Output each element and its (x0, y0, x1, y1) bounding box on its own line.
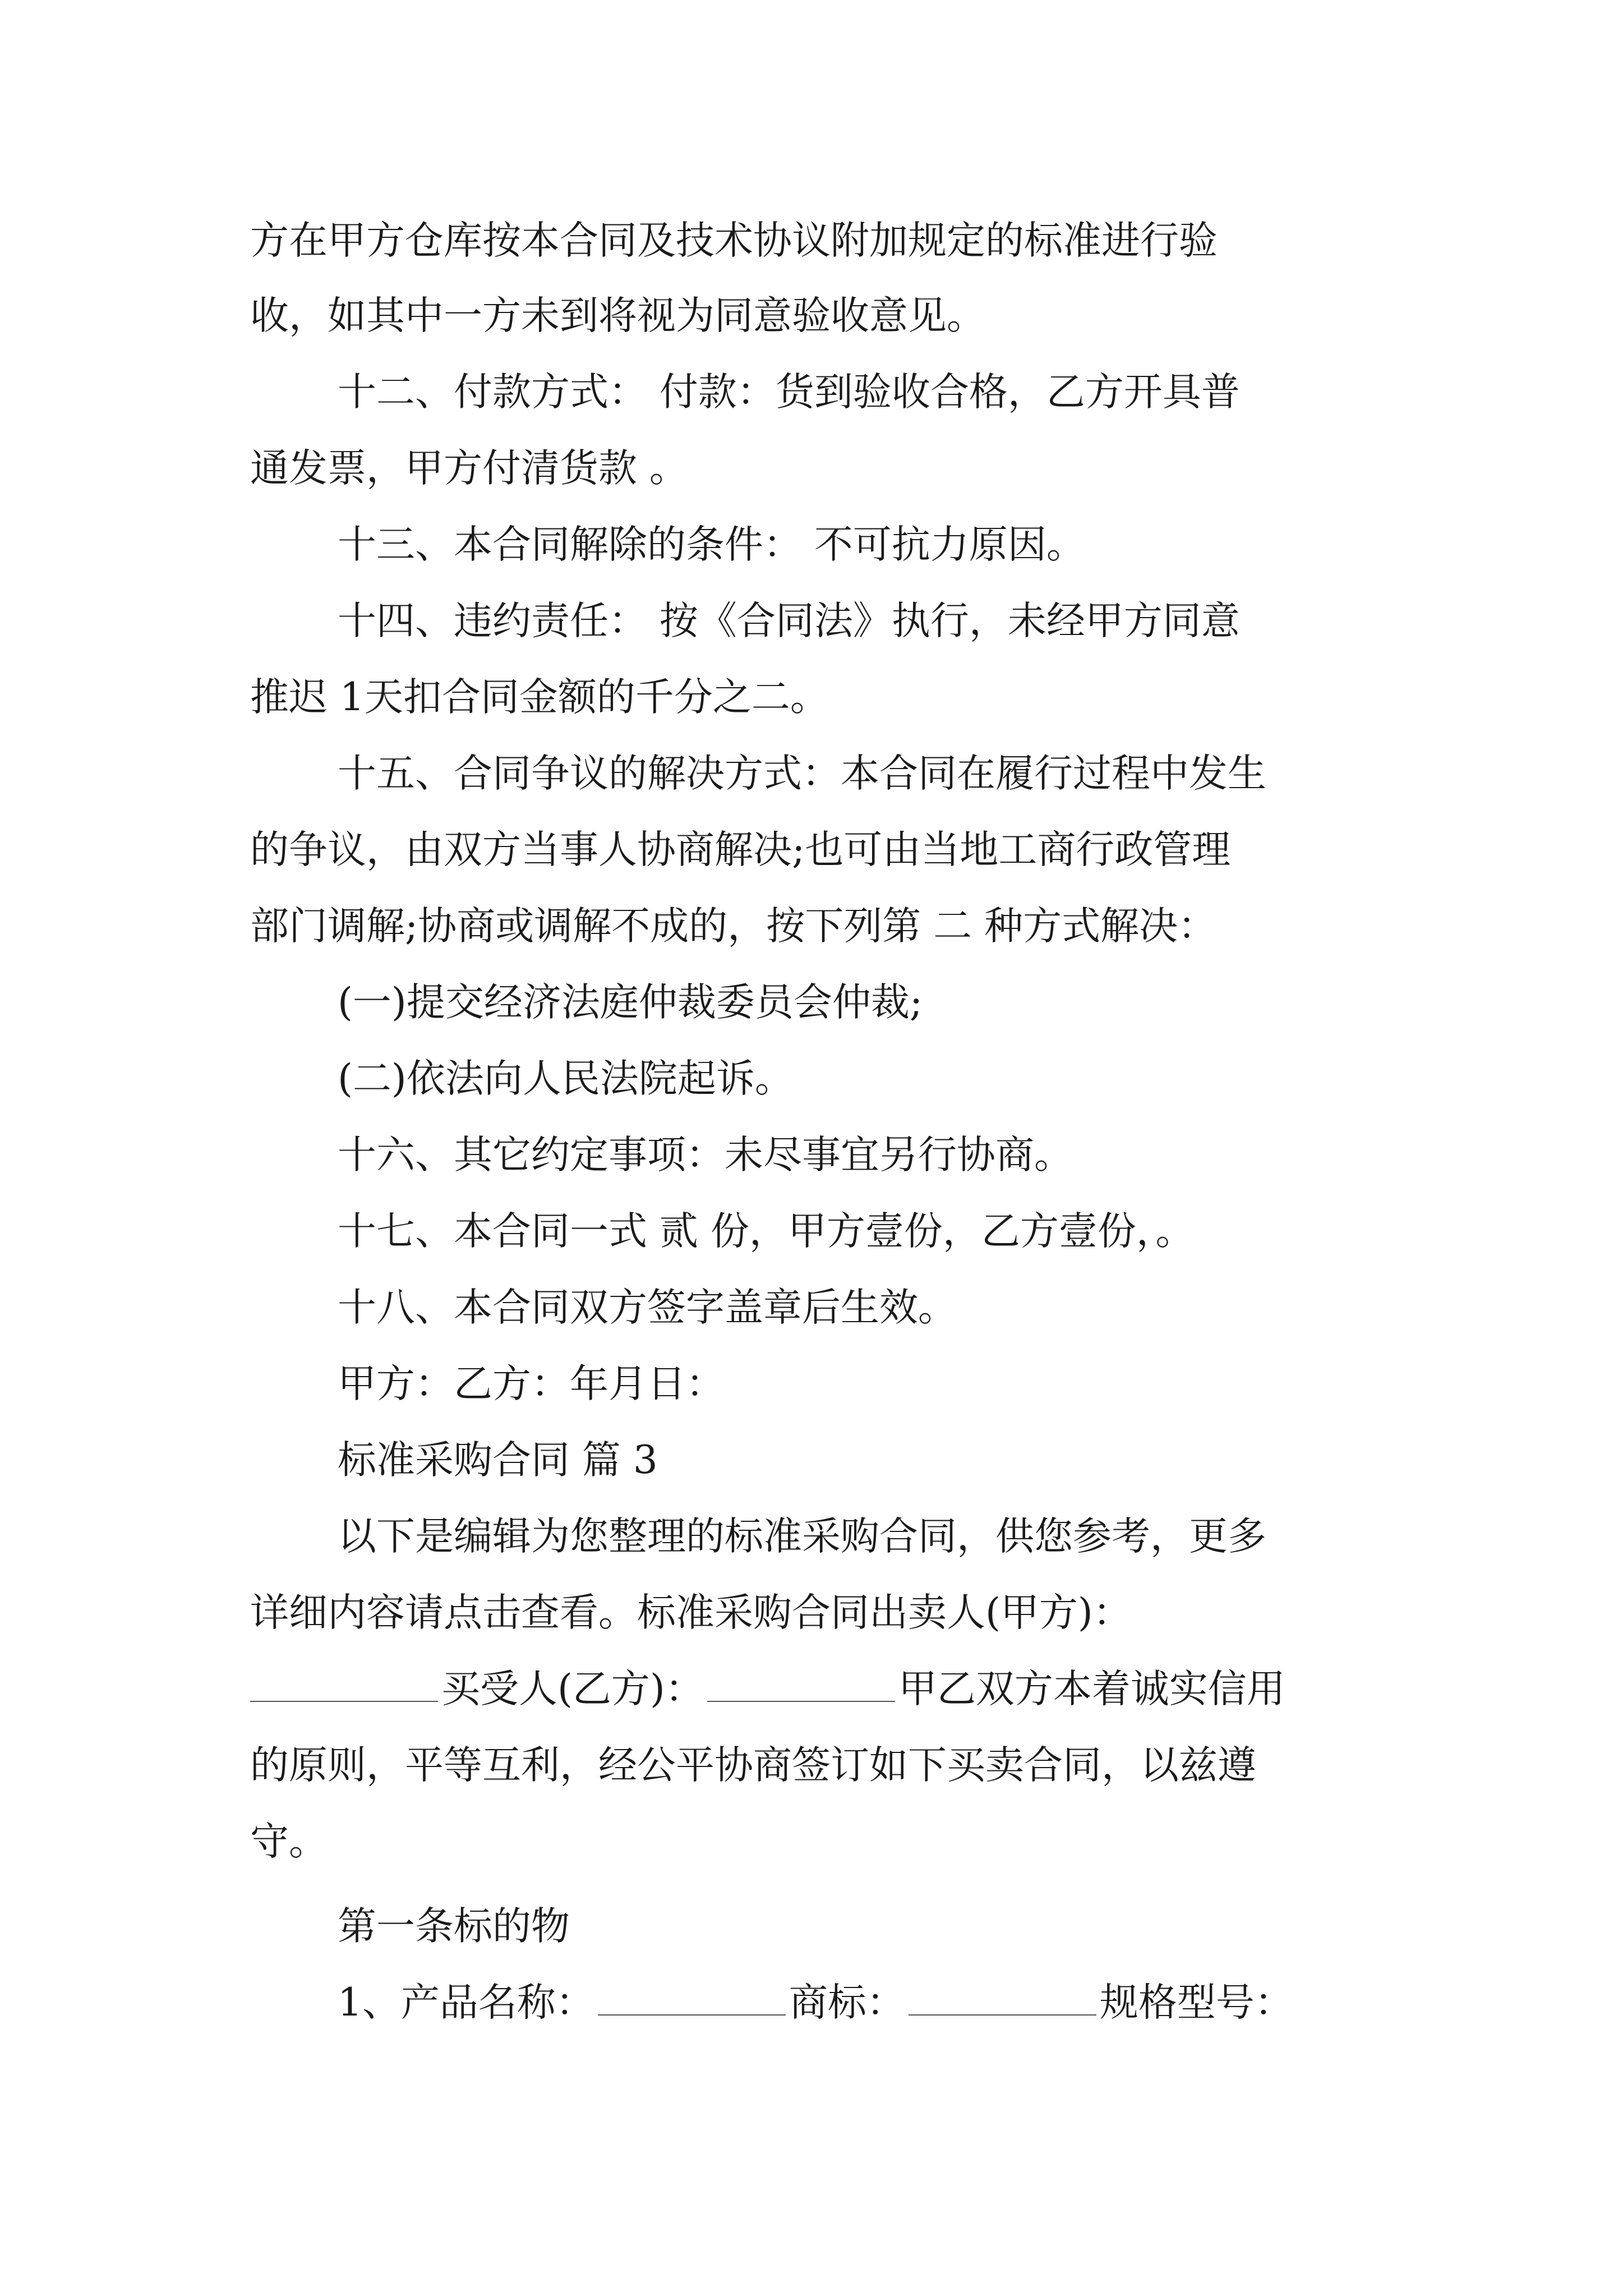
intro-line-with-blanks (250, 1667, 1285, 1711)
brand-blank (909, 2014, 1096, 2016)
model-label: 规格型号： (1099, 1980, 1293, 2025)
intro-text: 甲乙双方本着诚实信用 (898, 1667, 1285, 1711)
clause-18-effective: 十八、本合同双方签字盖章后生效。 (338, 1285, 957, 1330)
intro-line: 以下是编辑为您整理的标准采购合同，供您参考，更多 (338, 1514, 1266, 1559)
brand-label: 商标： (789, 1980, 905, 2025)
clause-12-payment: 十二、付款方式： 付款：货到验收合格，乙方开具普 (338, 370, 1240, 415)
clause-15-continuation: 的争议，由双方当事人协商解决;也可由当地工商行政管理 (250, 827, 1231, 872)
clause-15-continuation: 部门调解;协商或调解不成的，按下列第 二 种方式解决： (250, 904, 1217, 949)
intro-line: 的原则，平等互利，经公平协商签订如下买卖合同，以兹遵 (250, 1743, 1256, 1788)
clause-12-continuation: 通发票，甲方付清货款 。 (250, 446, 688, 491)
paragraph-line: 收，如其中一方未到将视为同意验收意见。 (250, 293, 985, 338)
dispute-option-2: (二)依法向人民法院起诉。 (338, 1056, 794, 1101)
intro-line: 守。 (250, 1819, 328, 1864)
dispute-option-1: (一)提交经济法庭仲裁委员会仲裁; (338, 980, 923, 1025)
seller-blank (250, 1700, 438, 1702)
buyer-label: 买受人(乙方)： (441, 1667, 704, 1711)
signature-line: 甲方：乙方：年月日： (338, 1361, 725, 1406)
clause-15-dispute: 十五、合同争议的解决方式：本合同在履行过程中发生 (338, 751, 1266, 796)
clause-14-continuation: 推迟 1天扣合同金额的千分之二。 (250, 675, 829, 720)
article-1-title: 第一条标的物 (338, 1904, 570, 1949)
clause-14-liability: 十四、违约责任： 按《合同法》执行，未经甲方同意 (338, 599, 1240, 643)
intro-line: 详细内容请点击查看。标准采购合同出卖人(甲方)： (250, 1590, 1132, 1635)
clause-16-other: 十六、其它约定事项：未尽事宜另行协商。 (338, 1133, 1073, 1177)
section-heading: 标准采购合同 篇 3 (338, 1438, 658, 1483)
clause-17-copies: 十七、本合同一式 贰 份，甲方壹份，乙方壹份，。 (338, 1209, 1195, 1254)
article-1-item (338, 1980, 1293, 2025)
product-name-label: 1、产品名称： (338, 1980, 594, 2025)
buyer-blank (707, 1700, 895, 1702)
paragraph-line: 方在甲方仓库按本合同及技术协议附加规定的标准进行验 (250, 218, 1218, 263)
product-name-blank (598, 2014, 786, 2016)
clause-13-termination: 十三、本合同解除的条件： 不可抗力原因。 (338, 522, 1085, 567)
